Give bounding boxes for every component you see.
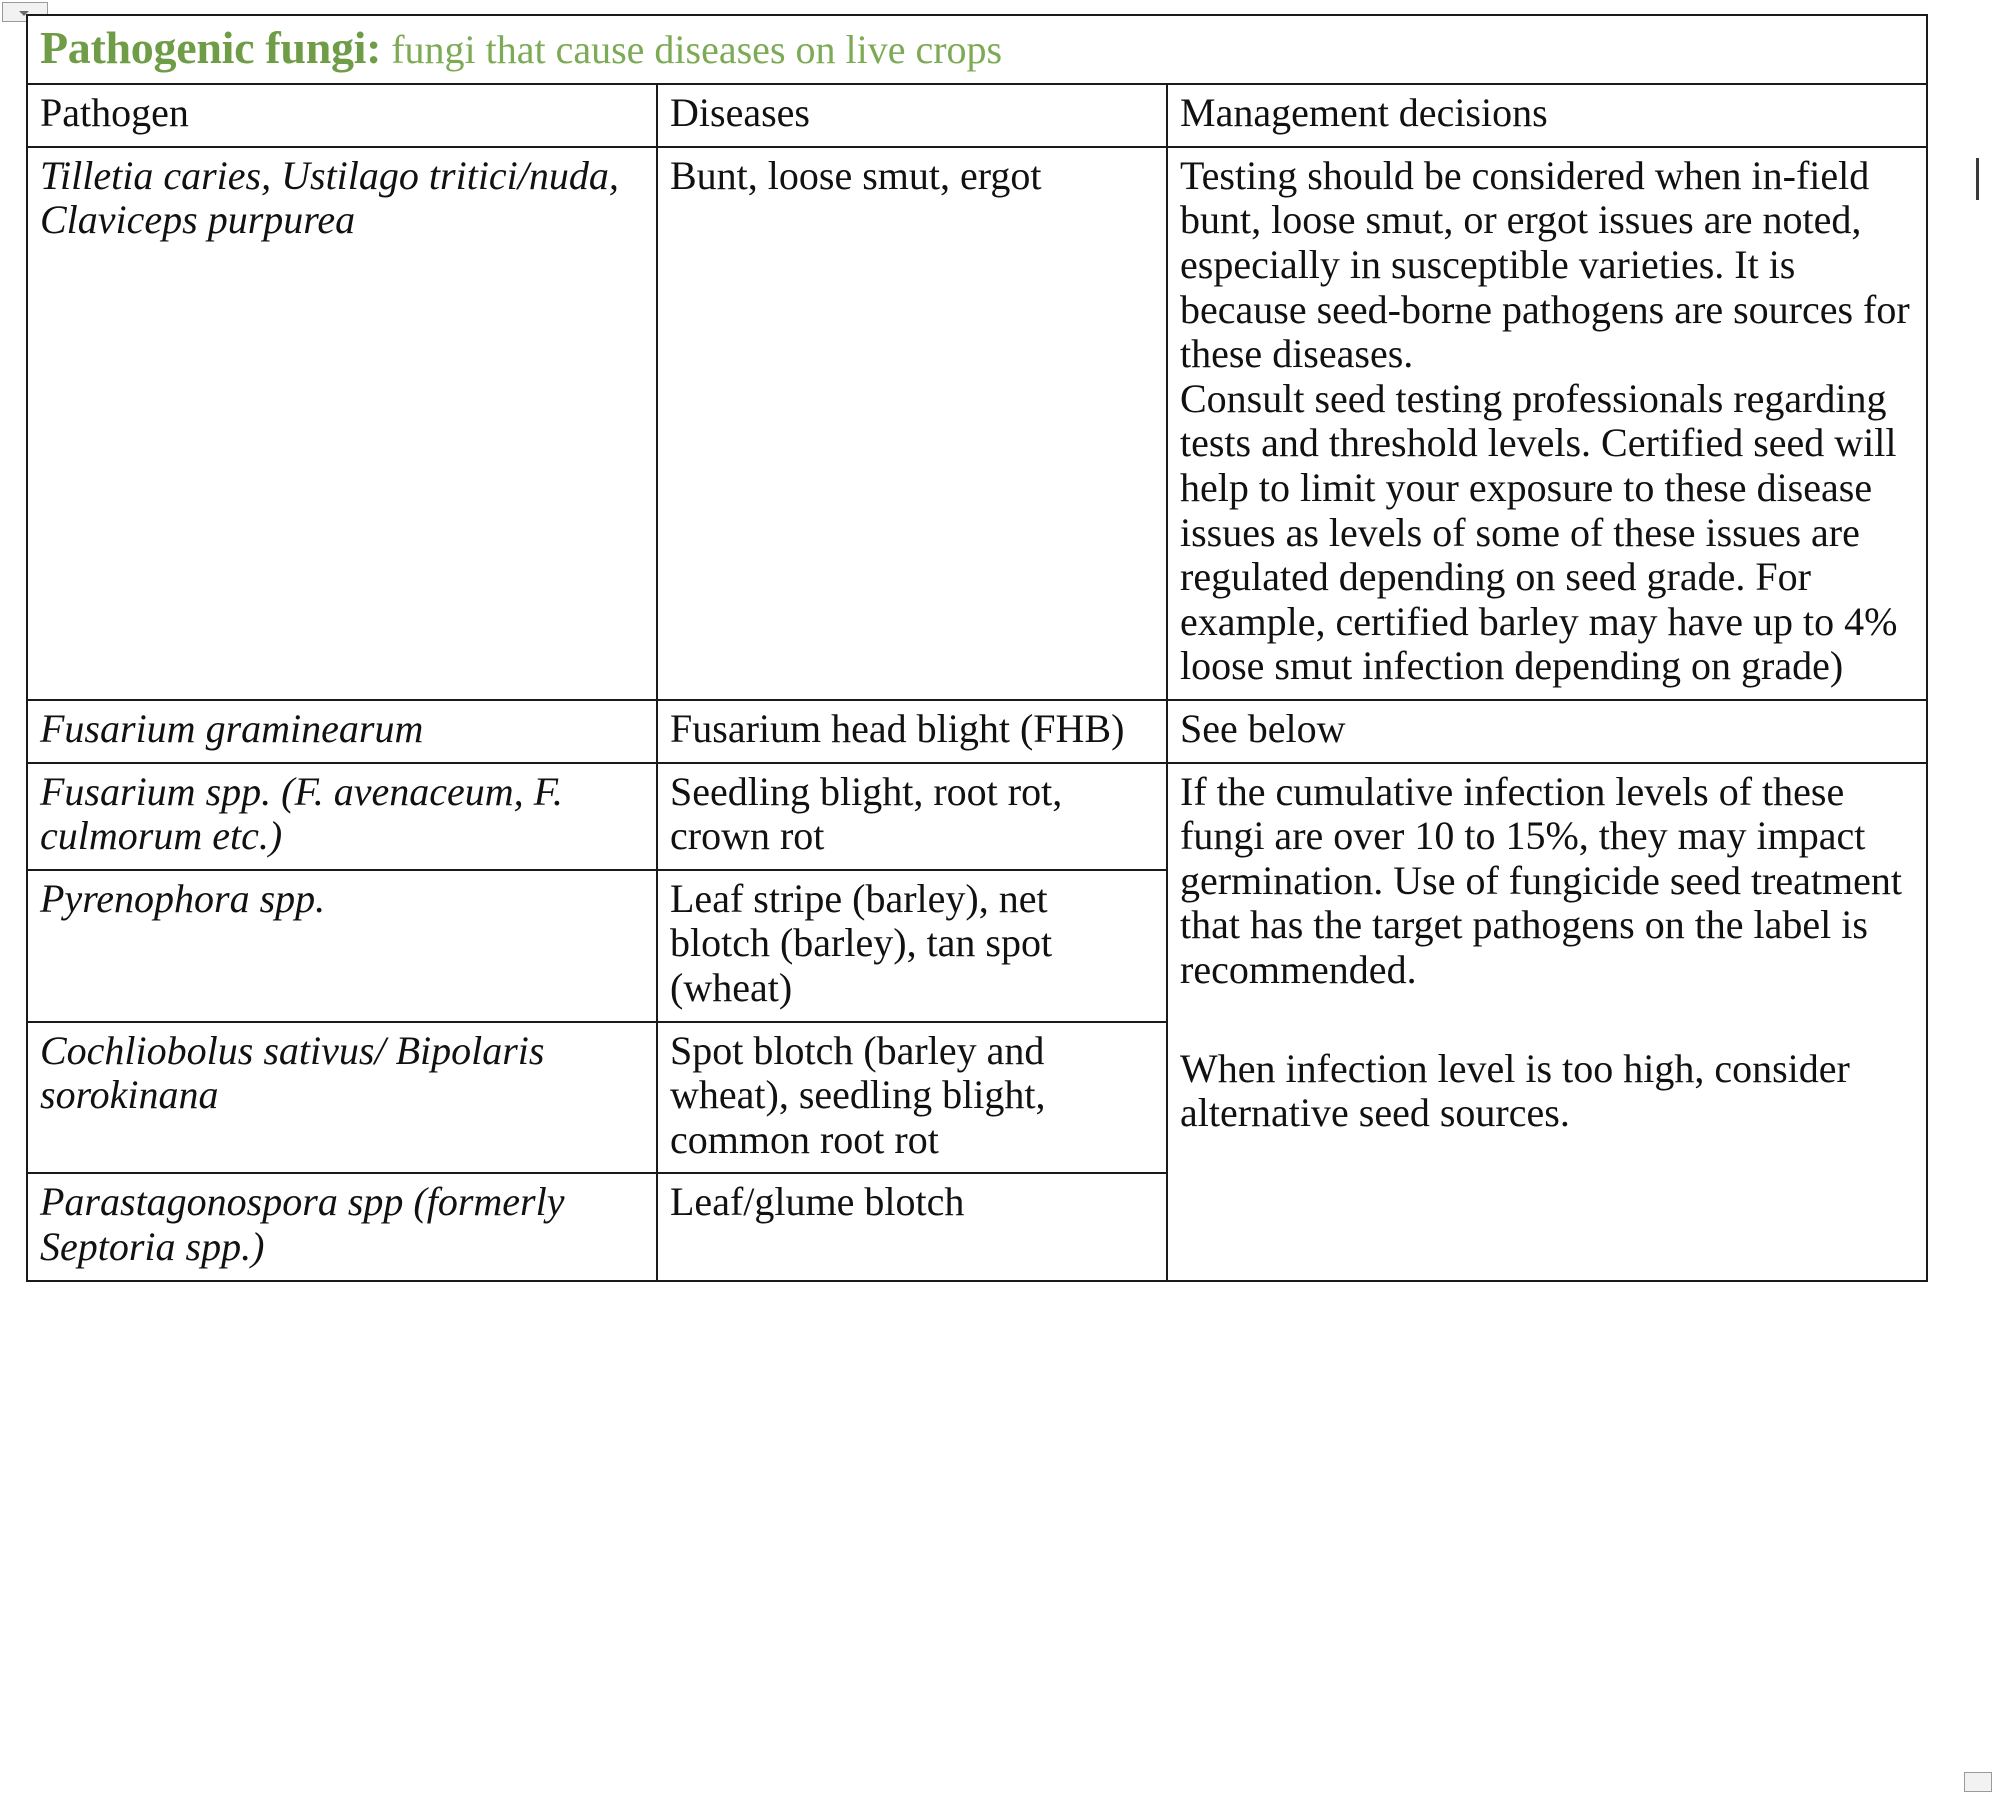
cell-pathogen — [27, 1022, 657, 1174]
column-header-management: Management decisions — [1167, 84, 1927, 147]
cell-pathogen — [27, 763, 657, 870]
cell-pathogen — [27, 147, 657, 700]
cell-pathogen — [27, 870, 657, 1022]
column-header-diseases: Diseases — [657, 84, 1167, 147]
management-paragraph: If the cumulative infection levels of these fungi are over 10 to 15%, they may impact germination. Use of fungicide seed treatment that has the target pathogens on the label is recommended. — [1180, 768, 1902, 992]
cell-management — [1167, 147, 1927, 700]
cell-pathogen — [27, 1173, 657, 1280]
cell-diseases — [657, 1022, 1167, 1174]
disease-list: Bunt, loose smut, ergot — [670, 152, 1042, 198]
paragraph-spacer — [1180, 993, 1916, 1047]
table-row — [27, 700, 1927, 763]
scroll-bottom-nub[interactable] — [1964, 1772, 1992, 1792]
cell-diseases — [657, 700, 1167, 763]
table-title-row — [27, 15, 1927, 84]
management-paragraph: Consult seed testing professionals regarding tests and threshold levels. Certified seed will help to limit your exposure to these disease issues as levels of some of these issues are regulated depending on seed grade. For example, certified barley may have up to 4% loose smut infection depending on grade) — [1180, 375, 1898, 689]
column-header-pathogen: Pathogen — [27, 84, 657, 147]
cell-diseases — [657, 870, 1167, 1022]
disease-list: Fusarium head blight (FHB) — [670, 706, 1125, 751]
pathogen-name: Cochliobolus sativus/ Bipolaris sorokinana — [40, 1027, 545, 1118]
cell-diseases — [657, 763, 1167, 870]
disease-list: Spot blotch (barley and wheat), seedling blight, common root rot — [670, 1027, 1046, 1162]
table-row — [27, 763, 1927, 870]
disease-list: Leaf stripe (barley), net blotch (barley), tan spot (wheat) — [670, 875, 1053, 1010]
disease-list: Seedling blight, root rot, crown rot — [670, 768, 1063, 859]
management-text: See below — [1180, 706, 1346, 751]
table-title-rest: fungi that cause diseases on live crops — [391, 27, 1003, 72]
cell-diseases — [657, 147, 1167, 700]
table-title — [27, 15, 1927, 84]
table-title-strong: Pathogenic fungi: — [40, 22, 382, 73]
pathogen-name: Tilletia caries, Ustilago tritici/nuda, Claviceps purpurea — [40, 152, 619, 243]
cell-pathogen — [27, 700, 657, 763]
pathogen-name: Pyrenophora spp. — [40, 875, 326, 921]
cell-diseases — [657, 1173, 1167, 1280]
cell-management-merged — [1167, 763, 1927, 1281]
table-header-row — [27, 84, 1927, 147]
document-page — [26, 14, 1926, 1282]
disease-list: Leaf/glume blotch — [670, 1179, 965, 1225]
pathogenic-fungi-table — [26, 14, 1928, 1282]
table-row — [27, 147, 1927, 700]
pathogen-name: Fusarium spp. (F. avenaceum, F. culmorum etc.) — [40, 768, 563, 859]
cell-management — [1167, 700, 1927, 763]
management-paragraph: When infection level is too high, consider alternative seed sources. — [1180, 1045, 1850, 1136]
text-cursor-caret — [1976, 158, 1979, 200]
pathogen-name: Parastagonospora spp (formerly Septoria spp.) — [40, 1179, 565, 1269]
management-paragraph: Testing should be considered when in-field bunt, loose smut, or ergot issues are noted, especially in susceptible varieties. It is because seed-borne pathogens are sources for these diseases. — [1180, 152, 1910, 377]
pathogen-name: Fusarium graminearum — [40, 706, 424, 751]
